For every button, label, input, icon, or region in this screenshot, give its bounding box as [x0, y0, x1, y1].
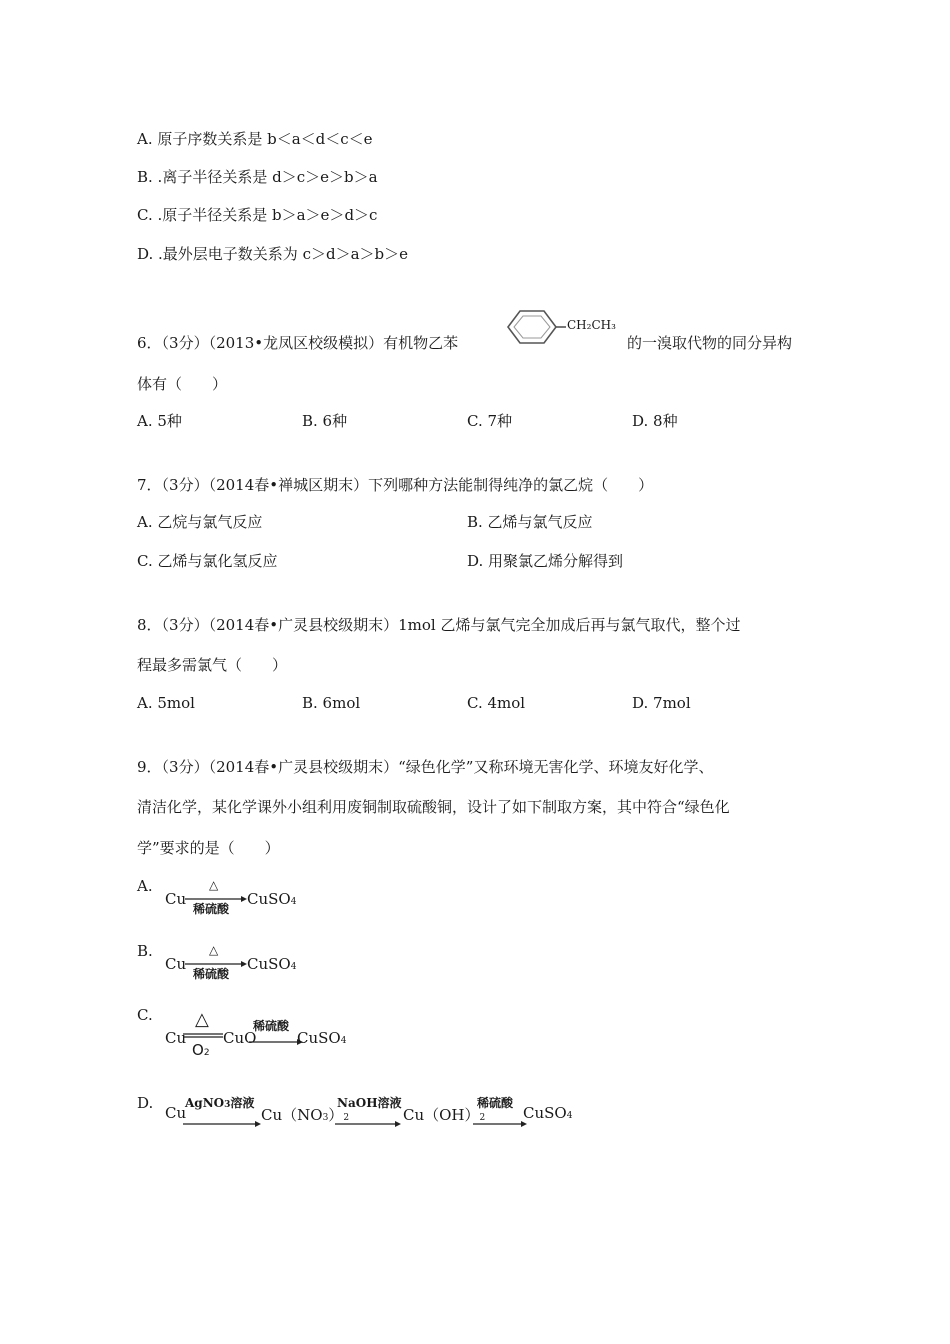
q9-stem-part1: 9．（3分）（2014春•广灵县校级期末）“绿色化学”又称环境无害化学、环境友好化学、: [137, 758, 714, 776]
cuno3-sub2: 2: [343, 1113, 350, 1123]
cuno3-text: Cu（NO: [261, 1106, 323, 1124]
q7-option-a: A. 乙烷与氯气反应: [137, 513, 263, 531]
q5-option-b: B. .离子半径关系是 d＞c＞e＞b＞a: [137, 168, 378, 186]
cuso4-text: CuSO: [247, 955, 291, 973]
q6-option-b: B. 6种: [302, 412, 348, 430]
scheme-a-reagent: 稀硫酸: [193, 902, 230, 916]
cuoh-text: Cu（OH）: [403, 1106, 480, 1124]
o2-sub: 2: [203, 1048, 210, 1058]
q8-option-a: A. 5mol: [137, 694, 195, 712]
q8-option-c: C. 4mol: [467, 694, 526, 712]
q6-stem-part1: 6．（3分）（2013•龙凤区校级模拟）有机物乙苯: [137, 334, 459, 352]
o2-text: O: [192, 1041, 204, 1059]
q6-stem-part2: 的一溴取代物的同分异构: [627, 334, 793, 352]
q6-option-c: C. 7种: [467, 412, 513, 430]
scheme-c-double-bar: [183, 1033, 225, 1039]
sub-4: 4: [290, 897, 297, 907]
q8-option-d: D. 7mol: [632, 694, 691, 712]
scheme-d-cuso4: [523, 1104, 572, 1122]
scheme-b-delta: △: [209, 943, 219, 957]
scheme-c-reagent: 稀硫酸: [253, 1019, 290, 1033]
q9-option-a-label: A.: [137, 877, 153, 895]
scheme-c-cu: Cu: [165, 1029, 187, 1047]
q8-stem-part1: 8．（3分）（2014春•广灵县校级期末）1mol 乙烯与氯气完全加成后再与氯气取代，整个过: [137, 616, 741, 634]
scheme-a-delta: △: [209, 878, 219, 892]
q9-option-d-label: D.: [137, 1094, 154, 1112]
q8-option-b: B. 6mol: [302, 694, 361, 712]
solution-text: 溶液: [230, 1096, 255, 1110]
scheme-d-reagent-agno3: [185, 1094, 254, 1111]
scheme-d-arrow-3: [473, 1120, 529, 1128]
q7-option-b: B. 乙烯与氯气反应: [467, 513, 593, 531]
q7-option-d: D. 用聚氯乙烯分解得到: [467, 552, 624, 570]
scheme-d-arrow-2: [335, 1120, 403, 1128]
scheme-c-cuso4: [297, 1029, 346, 1047]
cuno3-close: ）: [328, 1106, 344, 1124]
scheme-b-reagent: 稀硫酸: [193, 967, 230, 981]
q5-option-c: C. .原子半径关系是 b＞a＞e＞d＞c: [137, 206, 378, 224]
q6-stem-part3: 体有（ ）: [137, 375, 228, 393]
q9-option-b-label: B.: [137, 942, 153, 960]
q7-stem: 7．（3分）（2014春•禅城区期末）下列哪种方法能制得纯净的氯乙烷（ ）: [137, 476, 654, 494]
cuoh-sub2: 2: [479, 1113, 486, 1123]
q6-option-a: A. 5种: [137, 412, 182, 430]
q9-option-c-label: C.: [137, 1006, 153, 1024]
q6-option-d: D. 8种: [632, 412, 678, 430]
scheme-b-cuso4: [247, 955, 296, 973]
q9-stem-part2: 清洁化学，某化学课外小组利用废铜制取硫酸铜，设计了如下制取方案，其中符合“绿色化: [137, 798, 730, 816]
cuso4-text: CuSO: [523, 1104, 567, 1122]
ethyl-formula: CH₂CH₃: [567, 318, 616, 332]
scheme-d-reagent-h2so4: 稀硫酸: [477, 1096, 514, 1110]
scheme-b-cu: Cu: [165, 955, 187, 973]
cuso4-text: CuSO: [297, 1029, 341, 1047]
scheme-c-cuo: CuO: [223, 1029, 257, 1047]
agno3-text: AgNO: [185, 1096, 225, 1110]
scheme-a-cu: Cu: [165, 890, 187, 908]
sub-4: 4: [340, 1036, 347, 1046]
q8-stem-part2: 程最多需氯气（ ）: [137, 656, 288, 674]
q7-option-c: C. 乙烯与氯化氢反应: [137, 552, 278, 570]
q5-option-a: A. 原子序数关系是 b＜a＜d＜c＜e: [137, 130, 373, 148]
no3-sub: 3: [322, 1113, 329, 1123]
scheme-c-o2: [192, 1041, 210, 1059]
scheme-d-cu: Cu: [165, 1104, 187, 1122]
q9-stem-part3: 学”要求的是（ ）: [137, 839, 280, 857]
scheme-c-delta: △: [195, 1009, 209, 1030]
scheme-d-arrow-1: [183, 1120, 263, 1128]
agno3-sub: 3: [224, 1100, 231, 1110]
q5-option-d: D. .最外层电子数关系为 c＞d＞a＞b＞e: [137, 245, 408, 263]
sub-4: 4: [566, 1111, 573, 1121]
sub-4: 4: [290, 962, 297, 972]
scheme-a-cuso4: [247, 890, 296, 908]
cuso4-text: CuSO: [247, 890, 291, 908]
scheme-d-reagent-naoh: NaOH溶液: [337, 1096, 402, 1110]
